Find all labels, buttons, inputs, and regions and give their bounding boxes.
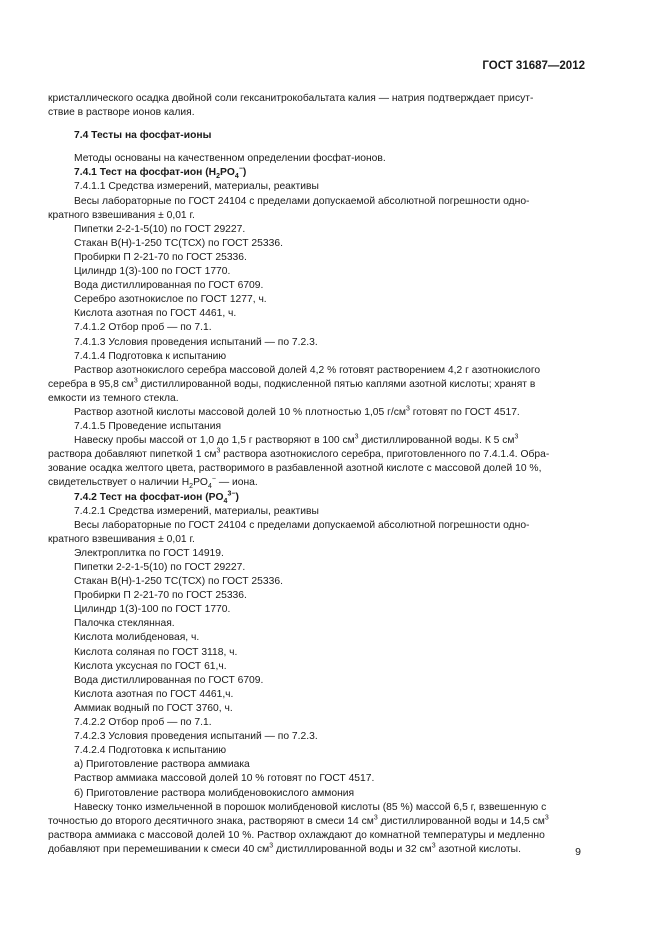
paragraph-line: емкости из темного стекла. <box>48 392 179 404</box>
list-item: Кислота молибденовая, ч. <box>74 632 200 644</box>
paragraph-line: а) Приготовление раствора аммиака <box>74 759 250 771</box>
paragraph-line: 7.4.1.1 Средства измерений, материалы, реактивы <box>74 181 319 193</box>
paragraph-line: раствора аммиака с массовой долей 10 %. Раствор охлаждают до комнатной температуры и медленно <box>48 829 545 841</box>
paragraph-line: Навеску тонко измельченной в порошок молибденовой кислоты (85 %) массой 6,5 г, взвешенную с <box>74 801 547 813</box>
paragraph-line: Весы лабораторные по ГОСТ 24104 с пределами допускаемой абсолютной погрешности одно- <box>74 195 530 207</box>
paragraph-line: зование осадка желтого цвета, растворимого в разбавленной азотной кислоте с массовой долей 10 %, <box>48 463 542 475</box>
paragraph-line: кристаллического осадка двойной соли гексанитрокобальтата калия — натрия подтверждает присут- <box>48 93 534 104</box>
list-item: Цилиндр 1(3)-100 по ГОСТ 1770. <box>74 266 231 278</box>
list-item: Аммиак водный по ГОСТ 3760, ч. <box>74 702 233 714</box>
list-item: Серебро азотнокислое по ГОСТ 1277, ч. <box>74 294 267 306</box>
list-item: Пипетки 2-2-1-5(10) по ГОСТ 29227. <box>74 562 246 573</box>
paragraph-line: 7.4.2.3 Условия проведения испытаний — по 7.2.3. <box>74 731 318 743</box>
paragraph-line: точностью до второго десятичного знака, растворяют в смеси 14 $см^3$ дистиллированной воды и 14,5 $см^3$ <box>48 814 549 827</box>
paragraph-line: свидетельствует о наличии $H_2PO_4^-$ — иона. <box>48 476 258 491</box>
paragraph-line: 7.4.1.4 Подготовка к испытанию <box>74 350 227 362</box>
subsection-heading: 7.4.1 Тест на фосфат-ион $(H_2PO_4^-)$ <box>74 165 247 181</box>
paragraph-line: добавляют при перемешивании к смеси 40 $см^3$ дистиллированной воды и 32 $см^3$ азотной кислоты. <box>48 842 521 855</box>
list-item: Пробирки П 2-21-70 по ГОСТ 25336. <box>74 590 247 602</box>
paragraph-line: Методы основаны на качественном определении фосфат-ионов. <box>74 153 386 165</box>
paragraph-line: серебра в 95,8 $см^3$ дистиллированной воды, подкисленной пятью каплями азотной кислоты; хранят в <box>48 377 536 390</box>
list-item: Пипетки 2-2-1-5(10) по ГОСТ 29227. <box>74 223 246 235</box>
list-item: Кислота соляная по ГОСТ 3118, ч. <box>74 646 238 658</box>
page-number: 9 <box>575 846 581 858</box>
list-item: Стакан В(Н)-1-250 ТС(ТСХ) по ГОСТ 25336. <box>74 576 283 588</box>
paragraph-line: ствие в растворе ионов калия. <box>48 107 195 119</box>
paragraph-line: раствора добавляют пипеткой 1 $см^3$ раствора азотнокислого серебра, приготовленного по 7.4.1.4. Обра- <box>48 447 550 461</box>
list-item: Стакан В(Н)-1-250 ТС(ТСХ) по ГОСТ 25336. <box>74 237 283 249</box>
paragraph-line: кратного взвешивания ± 0,01 г. <box>48 533 195 545</box>
document-body <box>48 92 584 857</box>
list-item: Вода дистиллированная по ГОСТ 6709. <box>74 674 264 686</box>
subsection-heading: 7.4.2 Тест на фосфат-ион $(PO_4^{3-})$ <box>74 490 239 505</box>
paragraph-line: кратного взвешивания ± 0,01 г. <box>48 209 195 221</box>
document-code-header: ГОСТ 31687—2012 <box>482 60 585 72</box>
list-item: Цилиндр 1(3)-100 по ГОСТ 1770. <box>74 604 231 616</box>
paragraph-line: Навеску пробы массой от 1,0 до 1,5 г растворяют в 100 $см^3$ дистиллированной воды. К 5 $см^3$ <box>74 433 519 447</box>
list-item: Кислота уксусная по ГОСТ 61,ч. <box>74 660 227 672</box>
paragraph-line: б) Приготовление раствора молибденовокислого аммония <box>74 787 355 799</box>
list-item: Вода дистиллированная по ГОСТ 6709. <box>74 280 264 292</box>
paragraph-line: Раствор азотной кислоты массовой долей 10 % плотностью 1,05 $г/см^3$ готовят по ГОСТ 4517. <box>74 405 520 418</box>
list-item: Кислота азотная по ГОСТ 4461, ч. <box>74 308 237 320</box>
paragraph-line: 7.4.1.2 Отбор проб — по 7.1. <box>74 322 212 334</box>
paragraph-line: 7.4.1.3 Условия проведения испытаний — по 7.2.3. <box>74 336 318 348</box>
paragraph-line: Раствор аммиака массовой долей 10 % готовят по ГОСТ 4517. <box>74 773 375 785</box>
paragraph-line: 7.4.1.5 Проведение испытания <box>74 421 222 433</box>
paragraph-line: 7.4.2.2 Отбор проб — по 7.1. <box>74 717 212 729</box>
section-heading: 7.4 Тесты на фосфат-ионы <box>74 130 212 142</box>
list-item: Кислота азотная по ГОСТ 4461,ч. <box>74 688 234 700</box>
paragraph-line: Раствор азотнокислого серебра массовой долей 4,2 % готовят растворением 4,2 г азотнокислого <box>74 364 541 376</box>
list-item: Электроплитка по ГОСТ 14919. <box>74 547 224 559</box>
paragraph-line: Весы лабораторные по ГОСТ 24104 с пределами допускаемой абсолютной погрешности одно- <box>74 519 530 531</box>
list-item: Пробирки П 2-21-70 по ГОСТ 25336. <box>74 251 247 263</box>
list-item: Палочка стеклянная. <box>74 618 175 630</box>
paragraph-line: 7.4.2.4 Подготовка к испытанию <box>74 745 227 757</box>
paragraph-line: 7.4.2.1 Средства измерений, материалы, реактивы <box>74 505 319 517</box>
